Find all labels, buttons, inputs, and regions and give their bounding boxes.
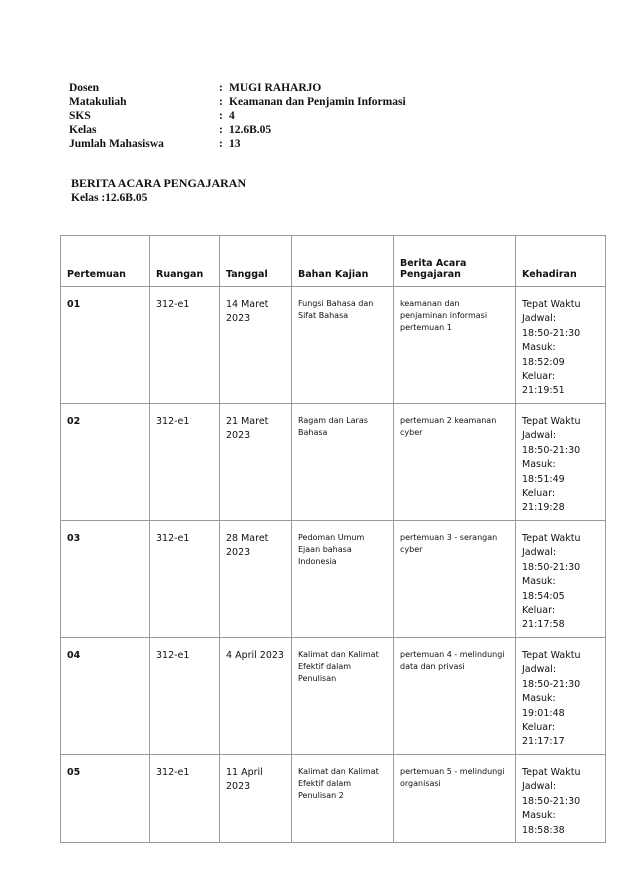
cell-date: 11 April 2023 [220, 755, 292, 843]
cell-date: 14 Maret 2023 [220, 287, 292, 404]
cell-topic: Pedoman Umum Ejaan bahasa Indonesia [292, 521, 394, 638]
info-label: Kelas [69, 124, 97, 136]
cell-room: 312-e1 [150, 404, 220, 521]
cell-teaching-report: pertemuan 4 - melindungi data dan privasi [394, 638, 516, 755]
table-row [61, 755, 606, 843]
attendance-out-time: 21:19:28 [522, 502, 565, 514]
attendance-schedule-label: Jadwal: [522, 781, 557, 793]
attendance-in-time: 18:54:05 [522, 590, 565, 602]
column-header-berita-acara: Berita Acara Pengajaran [394, 236, 516, 287]
info-value: 12.6B.05 [229, 124, 272, 136]
cell-room: 312-e1 [150, 755, 220, 843]
info-colon: : [219, 138, 223, 150]
attendance-in-time: 19:01:48 [522, 707, 565, 719]
attendance-out-label: Keluar: [522, 722, 556, 734]
cell-attendance [516, 521, 606, 638]
attendance-in-label: Masuk: [522, 342, 556, 354]
attendance-in-time: 18:51:49 [522, 473, 565, 485]
info-colon: : [219, 96, 223, 108]
cell-topic: Fungsi Bahasa dan Sifat Bahasa [292, 287, 394, 404]
attendance-schedule-label: Jadwal: [522, 313, 557, 325]
info-label: Dosen [69, 82, 100, 94]
info-row [69, 123, 406, 137]
info-value: 13 [229, 138, 241, 150]
attendance-in-label: Masuk: [522, 459, 556, 471]
info-row [69, 95, 406, 109]
attendance-in-time: 18:58:38 [522, 824, 565, 836]
attendance-out-label: Keluar: [522, 371, 556, 383]
cell-room: 312-e1 [150, 638, 220, 755]
attendance-schedule: 18:50-21:30 [522, 678, 581, 690]
attendance-status: Tepat Waktu [522, 299, 581, 310]
cell-meeting-number: 01 [61, 287, 150, 404]
info-colon: : [219, 82, 223, 94]
info-colon: : [219, 110, 223, 122]
attendance-schedule: 18:50-21:30 [522, 795, 581, 807]
cell-topic: Ragam dan Laras Bahasa [292, 404, 394, 521]
attendance-out-label: Keluar: [522, 605, 556, 617]
report-class: Kelas :12.6B.05 [71, 192, 148, 204]
attendance-status: Tepat Waktu [522, 767, 581, 778]
cell-attendance [516, 638, 606, 755]
table-row [61, 638, 606, 755]
info-row [69, 109, 406, 123]
cell-topic: Kalimat dan Kalimat Efektif dalam Penulisan [292, 638, 394, 755]
attendance-out-time: 21:17:58 [522, 619, 565, 631]
attendance-out-time: 21:17:17 [522, 736, 565, 748]
cell-teaching-report: pertemuan 5 - melindungi organisasi [394, 755, 516, 843]
table-row [61, 404, 606, 521]
cell-room: 312-e1 [150, 521, 220, 638]
cell-room: 312-e1 [150, 287, 220, 404]
table-row [61, 521, 606, 638]
info-row [69, 137, 406, 151]
table-row [61, 287, 606, 404]
cell-teaching-report: pertemuan 2 keamanan cyber [394, 404, 516, 521]
info-value: 4 [229, 110, 235, 122]
course-info [69, 81, 406, 151]
attendance-schedule-label: Jadwal: [522, 547, 557, 559]
attendance-schedule-label: Jadwal: [522, 430, 557, 442]
info-value: MUGI RAHARJO [229, 82, 322, 94]
table-header-row [61, 236, 606, 287]
report-title: BERITA ACARA PENGAJARAN [71, 176, 247, 190]
attendance-schedule: 18:50-21:30 [522, 561, 581, 573]
attendance-in-time: 18:52:09 [522, 356, 565, 368]
cell-meeting-number: 03 [61, 521, 150, 638]
attendance-out-time: 21:19:51 [522, 385, 565, 397]
cell-meeting-number: 02 [61, 404, 150, 521]
attendance-schedule: 18:50-21:30 [522, 444, 581, 456]
cell-topic: Kalimat dan Kalimat Efektif dalam Penulisan 2 [292, 755, 394, 843]
cell-date: 4 April 2023 [220, 638, 292, 755]
attendance-in-label: Masuk: [522, 810, 556, 822]
cell-attendance [516, 287, 606, 404]
cell-meeting-number: 04 [61, 638, 150, 755]
cell-attendance [516, 404, 606, 521]
info-colon: : [219, 124, 223, 136]
attendance-status: Tepat Waktu [522, 416, 581, 427]
column-header-pertemuan: Pertemuan [61, 236, 150, 287]
info-label: SKS [69, 110, 91, 122]
info-value: Keamanan dan Penjamin Informasi [229, 96, 406, 108]
cell-teaching-report: keamanan dan penjaminan informasi pertemuan 1 [394, 287, 516, 404]
attendance-schedule-label: Jadwal: [522, 664, 557, 676]
cell-date: 21 Maret 2023 [220, 404, 292, 521]
attendance-table [60, 235, 606, 843]
attendance-status: Tepat Waktu [522, 533, 581, 544]
info-label: Jumlah Mahasiswa [69, 138, 164, 150]
cell-date: 28 Maret 2023 [220, 521, 292, 638]
attendance-in-label: Masuk: [522, 693, 556, 705]
cell-teaching-report: pertemuan 3 - serangan cyber [394, 521, 516, 638]
column-header-kehadiran: Kehadiran [516, 236, 606, 287]
column-header-bahan-kajian: Bahan Kajian [292, 236, 394, 287]
attendance-status: Tepat Waktu [522, 650, 581, 661]
column-header-ruangan: Ruangan [150, 236, 220, 287]
attendance-in-label: Masuk: [522, 576, 556, 588]
info-label: Matakuliah [69, 96, 127, 108]
column-header-tanggal: Tanggal [220, 236, 292, 287]
info-row [69, 81, 406, 95]
report-heading [71, 176, 246, 206]
attendance-out-label: Keluar: [522, 488, 556, 500]
cell-attendance [516, 755, 606, 843]
attendance-schedule: 18:50-21:30 [522, 327, 581, 339]
cell-meeting-number: 05 [61, 755, 150, 843]
